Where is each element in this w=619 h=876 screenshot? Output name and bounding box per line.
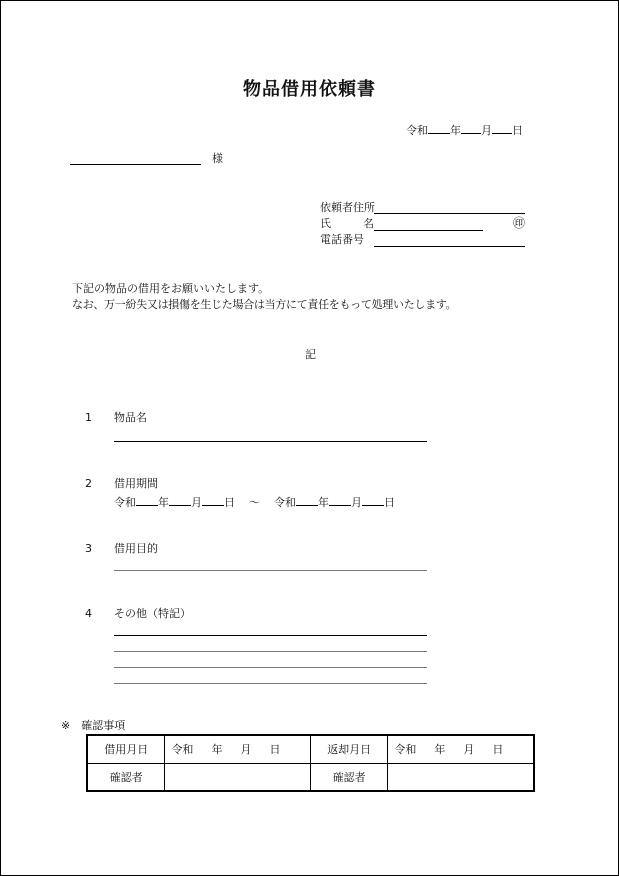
item-4-blank-line[interactable]: [114, 651, 427, 652]
requester-name-blank[interactable]: [374, 230, 483, 231]
item-4-blank-line[interactable]: [114, 635, 427, 636]
requester-phone-label: 電話番号: [320, 233, 364, 246]
return-date-label: 返却月日: [310, 735, 387, 763]
period-row: [114, 493, 395, 510]
issue-day-blank[interactable]: [492, 121, 512, 134]
issue-year-blank[interactable]: [428, 121, 450, 134]
period-start-day-label: 日: [224, 496, 235, 509]
borrow-checker-label: 確認者: [87, 763, 165, 791]
period-end-year-blank[interactable]: [296, 493, 318, 506]
requester-name-label-1: 氏: [320, 217, 331, 230]
period-start-day-blank[interactable]: [202, 493, 224, 506]
addressee-suffix: 様: [212, 152, 223, 165]
issue-year-label: 年: [450, 124, 461, 137]
issue-date: [406, 121, 523, 138]
item-3-label: 借用目的: [114, 542, 158, 555]
return-date-era: 令和: [394, 743, 417, 757]
confirm-row: [87, 763, 534, 791]
addressee-blank[interactable]: [70, 164, 201, 165]
item-4-number: 4: [85, 607, 92, 620]
requester-phone-blank[interactable]: [374, 246, 525, 247]
borrow-date-era: 令和: [171, 743, 194, 757]
item-4-label: その他（特記）: [114, 607, 191, 620]
item-1-blank[interactable]: [114, 441, 427, 442]
body-line-2: なお、万一紛失又は損傷を生じた場合は当方にて責任をもって処理いたします。: [72, 298, 457, 311]
period-start-era: 令和: [114, 496, 136, 509]
item-2-number: 2: [85, 477, 92, 490]
requester-address-label: 依頼者住所: [320, 201, 375, 214]
borrow-date-year: 年: [211, 743, 223, 757]
period-end-month-blank[interactable]: [329, 493, 351, 506]
return-date-month: 月: [463, 743, 475, 757]
borrow-date-month: 月: [240, 743, 252, 757]
issue-month-blank[interactable]: [461, 121, 481, 134]
issue-month-label: 月: [481, 124, 492, 137]
requester-name-label-2: 名: [363, 217, 374, 230]
item-4-blank-line[interactable]: [114, 683, 427, 684]
period-end-day-blank[interactable]: [362, 493, 384, 506]
return-checker-cell[interactable]: [388, 763, 534, 791]
period-start-year-blank[interactable]: [136, 493, 158, 506]
confirm-row: [87, 735, 534, 763]
document-title: 物品借用依頼書: [243, 79, 376, 100]
return-date-year: 年: [434, 743, 446, 757]
item-3-blank[interactable]: [114, 570, 427, 571]
issue-day-label: 日: [512, 124, 523, 137]
return-date-cell[interactable]: [388, 735, 534, 763]
return-checker-label: 確認者: [310, 763, 387, 791]
period-start-month-label: 月: [191, 496, 202, 509]
return-date-day: 日: [492, 743, 504, 757]
confirm-heading: ※ 確認事項: [61, 719, 126, 732]
period-tilde: 〜: [249, 496, 260, 509]
confirm-table: [86, 734, 535, 792]
requester-address-blank[interactable]: [374, 213, 525, 214]
period-start-year-label: 年: [158, 496, 169, 509]
borrow-date-day: 日: [269, 743, 281, 757]
item-3-number: 3: [85, 542, 92, 555]
period-start-month-blank[interactable]: [169, 493, 191, 506]
period-end-year-label: 年: [318, 496, 329, 509]
item-2-label: 借用期間: [114, 477, 158, 490]
item-4-blank-line[interactable]: [114, 667, 427, 668]
period-end-month-label: 月: [351, 496, 362, 509]
item-1-label: 物品名: [114, 411, 147, 424]
body-line-1: 下記の物品の借用をお願いいたします。: [72, 282, 270, 295]
borrow-date-cell[interactable]: [165, 735, 311, 763]
borrow-date-label: 借用月日: [87, 735, 165, 763]
ki-heading: 記: [305, 348, 316, 361]
period-end-era: 令和: [274, 496, 296, 509]
seal-icon: ㊞: [513, 216, 526, 230]
issue-date-era: 令和: [406, 124, 428, 137]
item-1-number: 1: [85, 411, 92, 424]
borrow-checker-cell[interactable]: [165, 763, 311, 791]
period-end-day-label: 日: [384, 496, 395, 509]
